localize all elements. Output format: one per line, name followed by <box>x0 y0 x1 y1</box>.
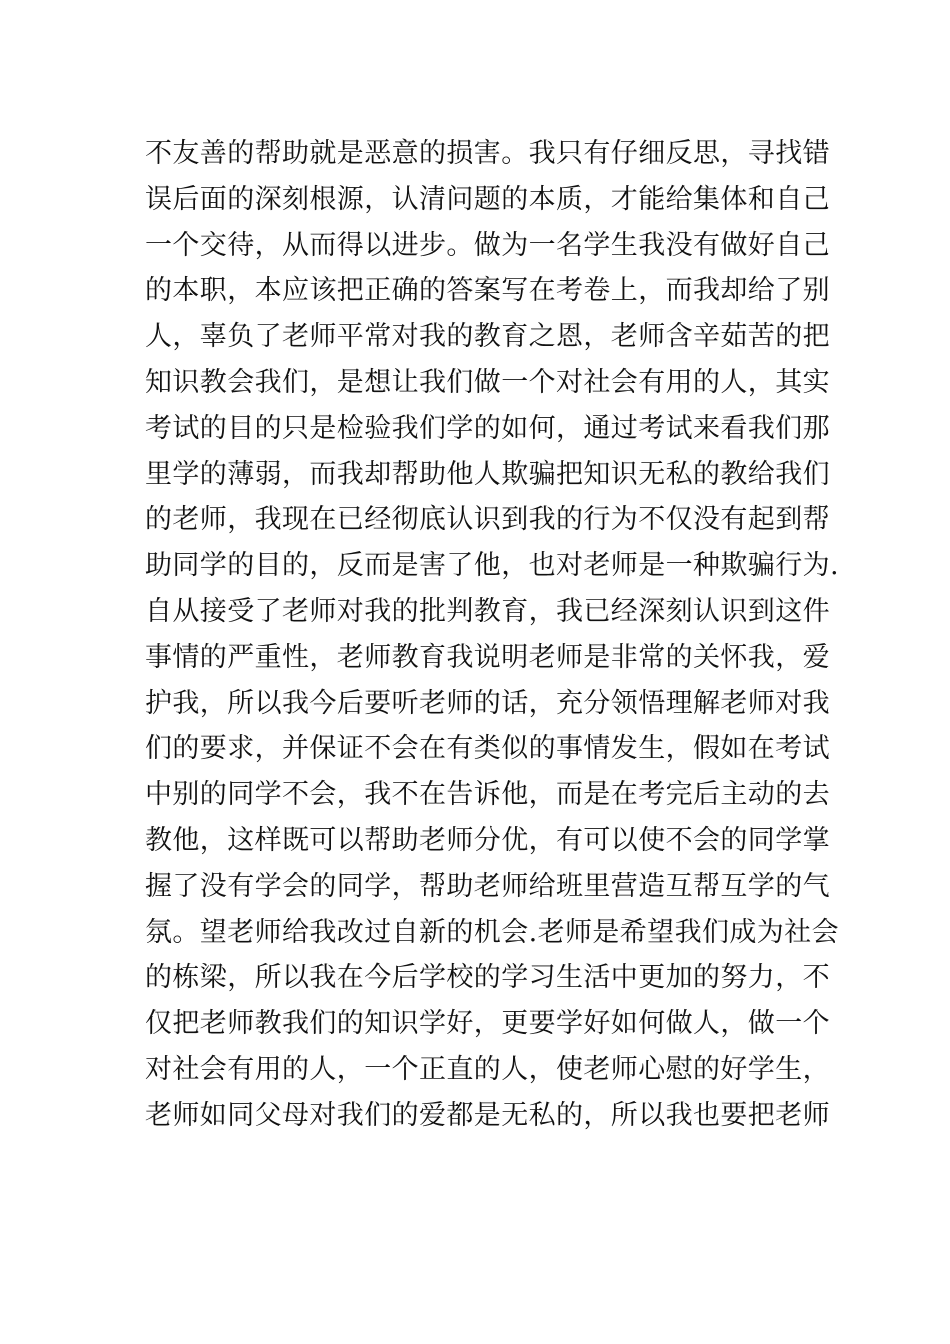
body-text <box>145 131 839 1139</box>
text-line: 对社会有用的人，一个正直的人，使老师心慰的好学生， <box>145 1053 830 1085</box>
text-line: 助同学的目的，反而是害了他，也对老师是一种欺骗行为. <box>145 550 839 582</box>
text-line: 教他，这样既可以帮助老师分优，有可以使不会的同学掌 <box>145 824 830 856</box>
text-line: 的老师，我现在已经彻底认识到我的行为不仅没有起到帮 <box>145 504 830 536</box>
text-line: 护我，所以我今后要听老师的话，充分领悟理解老师对我 <box>145 687 830 719</box>
text-line: 知识教会我们，是想让我们做一个对社会有用的人，其实 <box>145 366 830 398</box>
text-line: 事情的严重性，老师教育我说明老师是非常的关怀我，爱 <box>145 641 830 673</box>
text-line: 仅把老师教我们的知识学好，更要学好如何做人，做一个 <box>145 1008 830 1040</box>
text-line: 氛。望老师给我改过自新的机会.老师是希望我们成为社会 <box>145 916 839 948</box>
text-line: 考试的目的只是检验我们学的如何，通过考试来看我们那 <box>145 412 830 444</box>
text-line: 老师如同父母对我们的爱都是无私的，所以我也要把老师 <box>145 1099 830 1131</box>
text-line: 里学的薄弱，而我却帮助他人欺骗把知识无私的教给我们 <box>145 458 830 490</box>
text-line: 不友善的帮助就是恶意的损害。我只有仔细反思，寻找错 <box>145 138 830 169</box>
text-line: 中别的同学不会，我不在告诉他，而是在考完后主动的去 <box>145 779 830 811</box>
text-line: 握了没有学会的同学，帮助老师给班里营造互帮互学的气 <box>145 870 830 902</box>
text-line: 的栋梁，所以我在今后学校的学习生活中更加的努力，不 <box>145 962 830 994</box>
text-line: 的本职，本应该把正确的答案写在考卷上，而我却给了别 <box>145 275 830 307</box>
text-line: 人，辜负了老师平常对我的教育之恩，老师含辛茹苦的把 <box>145 321 830 353</box>
text-line: 一个交待，从而得以进步。做为一名学生我没有做好自己 <box>145 229 830 261</box>
text-line: 们的要求，并保证不会在有类似的事情发生，假如在考试 <box>145 733 830 765</box>
text-line: 自从接受了老师对我的批判教育，我已经深刻认识到这件 <box>145 595 830 627</box>
text-line: 误后面的深刻根源，认清问题的本质，才能给集体和自己 <box>145 183 830 215</box>
